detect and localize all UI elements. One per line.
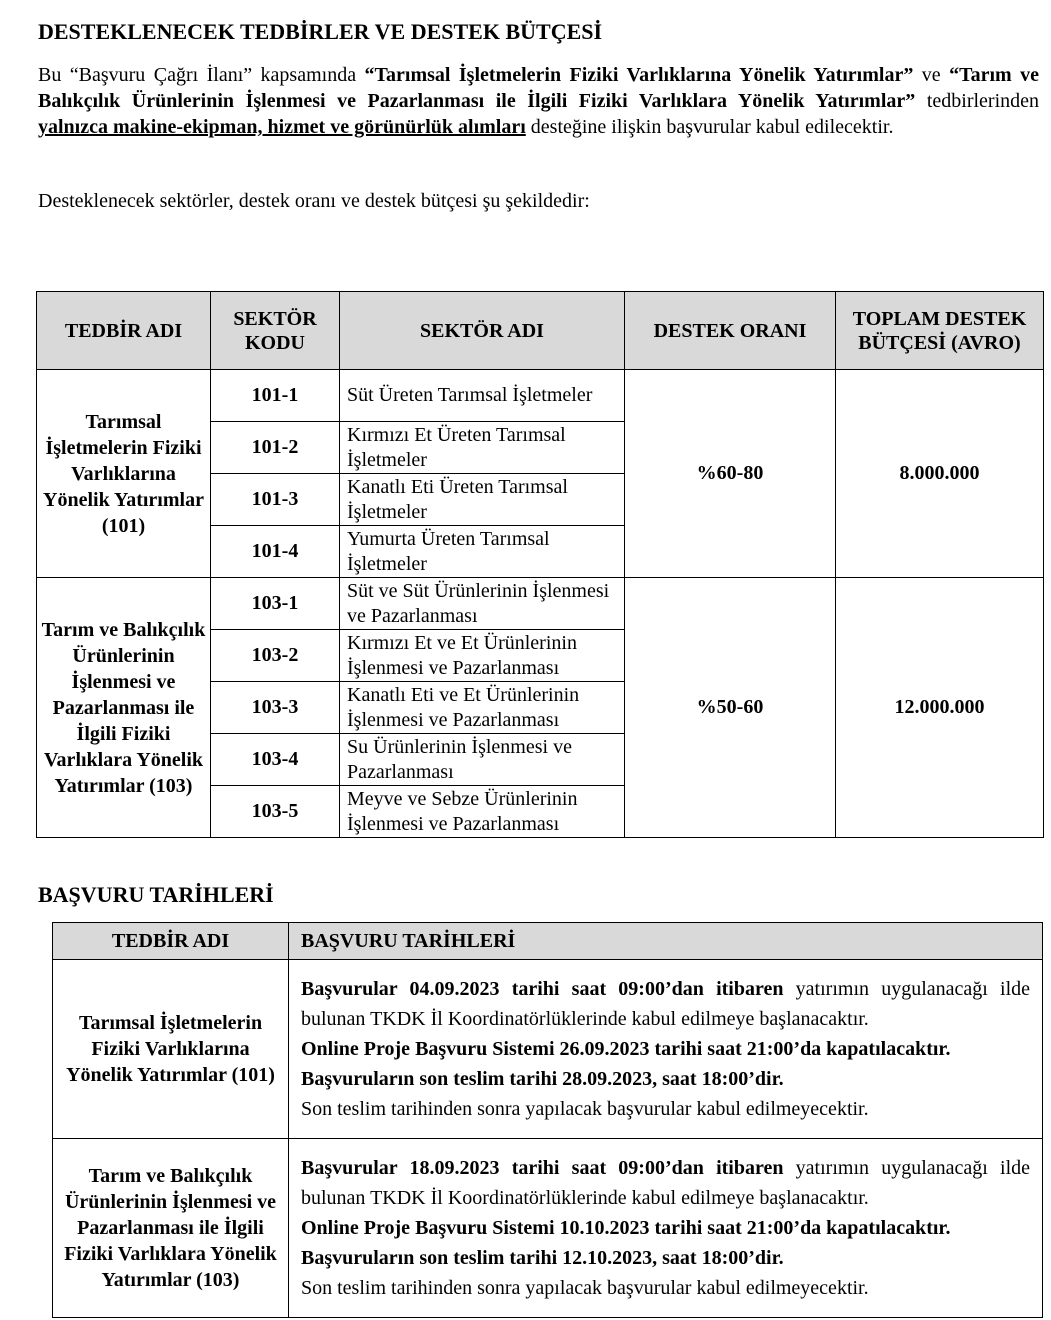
sectors-intro: Desteklenecek sektörler, destek oranı ve destek bütçesi şu şekildedir: <box>38 190 590 212</box>
sector-code: 101-2 <box>211 422 340 474</box>
sector-code: 103-4 <box>211 734 340 786</box>
sector-code: 101-1 <box>211 370 340 422</box>
budget-101: 8.000.000 <box>836 370 1044 578</box>
table-row <box>37 370 1044 422</box>
late-note: Son teslim tarihinden sonra yapılacak başvurular kabul edilmeyecektir. <box>301 1098 869 1120</box>
table-row <box>37 578 1044 630</box>
sector-name: Süt Üreten Tarımsal İşletmeler <box>340 370 625 422</box>
late-note: Son teslim tarihinden sonra yapılacak başvurular kabul edilmeyecektir. <box>301 1277 869 1299</box>
header-total-budget: TOPLAM DESTEK BÜTÇESİ (AVRO) <box>836 292 1044 370</box>
table-row <box>53 1139 1043 1318</box>
sector-code: 101-3 <box>211 474 340 526</box>
intro-text-3: tedbirlerinden <box>915 90 1040 112</box>
intro-text-4: desteğine ilişkin başvurular kabul edilecektir. <box>525 116 894 138</box>
start-bold: Başvurular 18.09.2023 tarihi saat 09:00’dan itibaren <box>301 1157 784 1179</box>
sector-name: Su Ürünlerinin İşlenmesi ve Pazarlanması <box>340 734 625 786</box>
start-rest: yatırımın uygulanacağı ilde bulunan TKDK İl Koordinatörlüklerinde kabul edilmeye başlanacaktır. <box>301 978 1030 1030</box>
online-close: Online Proje Başvuru Sistemi 26.09.2023 tarihi saat 21:00’da kapatılacaktır. <box>301 1038 951 1060</box>
support-rate-101: %60-80 <box>625 370 836 578</box>
sector-name: Kanatlı Eti Üreten Tarımsal İşletmeler <box>340 474 625 526</box>
sector-name: Yumurta Üreten Tarımsal İşletmeler <box>340 526 625 578</box>
deadline: Başvuruların son teslim tarihi 12.10.2023, saat 18:00’dir. <box>301 1247 784 1269</box>
table-row <box>53 960 1043 1139</box>
sector-code: 103-1 <box>211 578 340 630</box>
start-rest: yatırımın uygulanacağı ilde bulunan TKDK İl Koordinatörlüklerinde kabul edilmeye başlanacaktır. <box>301 1157 1030 1209</box>
sector-name: Kırmızı Et ve Et Ürünlerinin İşlenmesi ve Pazarlanması <box>340 630 625 682</box>
sector-code: 103-3 <box>211 682 340 734</box>
dates-table-header <box>53 923 1043 960</box>
online-close: Online Proje Başvuru Sistemi 10.10.2023 tarihi saat 21:00’da kapatılacaktır. <box>301 1217 951 1239</box>
intro-measure-103: “Tarım ve Balıkçılık Ürünlerinin İşlenmesi ve Pazarlanması ile İlgili Fiziki Varlıklara Yönelik Yatırımlar” <box>38 64 1039 112</box>
dates-detail-101 <box>289 960 1043 1139</box>
dates-detail-103 <box>289 1139 1043 1318</box>
intro-scope-underlined: yalnızca makine-ekipman, hizmet ve görünürlük alımları <box>38 116 526 138</box>
sector-name: Meyve ve Sebze Ürünlerinin İşlenmesi ve Pazarlanması <box>340 786 625 838</box>
intro-measure-101: “Tarımsal İşletmelerin Fiziki Varlıklarına Yönelik Yatırımlar” <box>364 64 914 86</box>
sector-code: 103-2 <box>211 630 340 682</box>
section-title-dates: BAŞVURU TARİHLERİ <box>38 882 274 907</box>
support-rate-103: %50-60 <box>625 578 836 838</box>
deadline: Başvuruların son teslim tarihi 28.09.2023, saat 18:00’dir. <box>301 1068 784 1090</box>
start-bold: Başvurular 04.09.2023 tarihi saat 09:00’dan itibaren <box>301 978 784 1000</box>
header-sector-name: SEKTÖR ADI <box>340 292 625 370</box>
dates-measure-101: Tarımsal İşletmelerin Fiziki Varlıklarına Yönelik Yatırımlar (101) <box>53 960 289 1139</box>
measure-101-cell: Tarımsal İşletmelerin Fiziki Varlıklarına Yönelik Yatırımlar (101) <box>37 370 211 578</box>
header-measure: TEDBİR ADI <box>53 923 289 960</box>
intro-text-2: ve <box>913 64 950 86</box>
intro-paragraph <box>38 62 1039 140</box>
budget-103: 12.000.000 <box>836 578 1044 838</box>
sector-name: Kanatlı Eti ve Et Ürünlerinin İşlenmesi ve Pazarlanması <box>340 682 625 734</box>
dates-table <box>52 922 1043 1318</box>
section-title-support: DESTEKLENECEK TEDBİRLER VE DESTEK BÜTÇESİ <box>38 19 603 44</box>
support-table-header <box>37 292 1044 370</box>
sector-name: Kırmızı Et Üreten Tarımsal İşletmeler <box>340 422 625 474</box>
sector-code: 101-4 <box>211 526 340 578</box>
header-sector-code: SEKTÖR KODU <box>211 292 340 370</box>
header-support-rate: DESTEK ORANI <box>625 292 836 370</box>
sector-code: 103-5 <box>211 786 340 838</box>
measure-103-cell: Tarım ve Balıkçılık Ürünlerinin İşlenmesi ve Pazarlanması ile İlgili Fiziki Varlıklara Yönelik Yatırımlar (103) <box>37 578 211 838</box>
intro-text-1: Bu “Başvuru Çağrı İlanı” kapsamında <box>38 64 365 86</box>
header-application-dates: BAŞVURU TARİHLERİ <box>289 923 1043 960</box>
header-measure: TEDBİR ADI <box>37 292 211 370</box>
dates-measure-103: Tarım ve Balıkçılık Ürünlerinin İşlenmesi ve Pazarlanması ile İlgili Fiziki Varlıklara Yönelik Yatırımlar (103) <box>53 1139 289 1318</box>
start-line <box>301 974 1030 1034</box>
sector-name: Süt ve Süt Ürünlerinin İşlenmesi ve Pazarlanması <box>340 578 625 630</box>
start-line <box>301 1153 1030 1213</box>
support-table <box>36 291 1044 838</box>
